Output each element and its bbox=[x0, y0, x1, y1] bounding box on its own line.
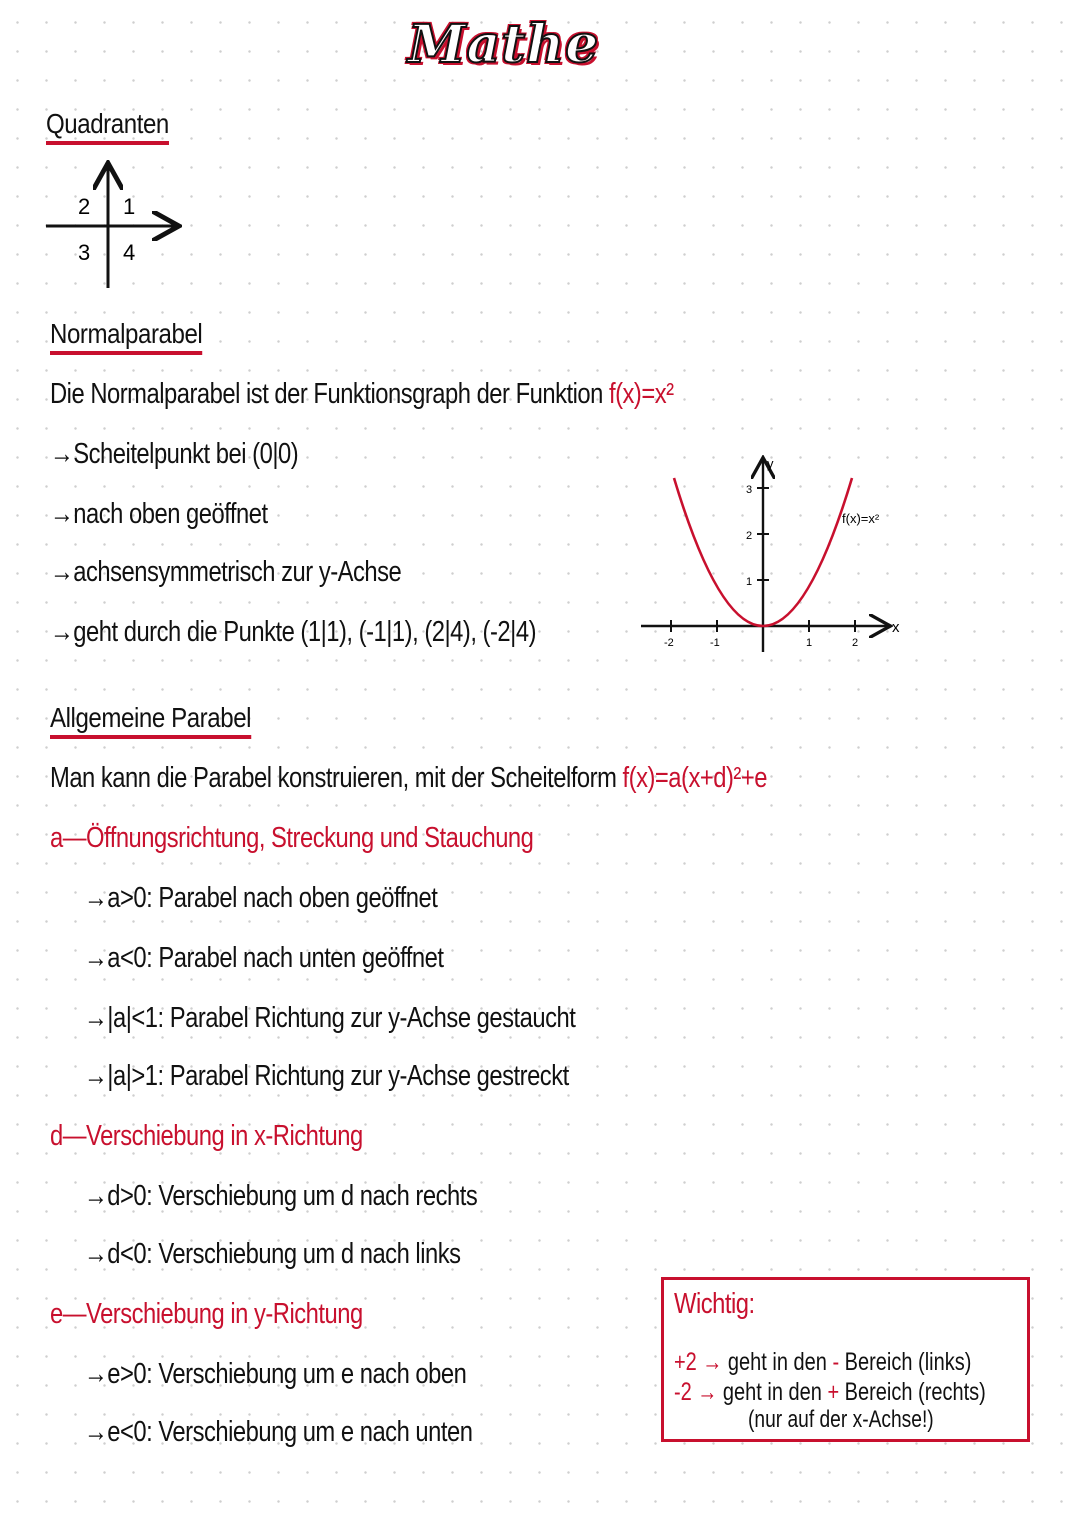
allgemeine-parabel-heading: Allgemeine Parabel bbox=[50, 702, 251, 739]
wichtig-line2-sign: + bbox=[827, 1378, 840, 1406]
wichtig-line1-prefix: +2 → bbox=[674, 1348, 728, 1376]
a-bullet-3: →|a|<1: Parabel Richtung zur y-Achse gestaucht bbox=[84, 1002, 576, 1034]
wichtig-line-3: (nur auf der x-Achse!) bbox=[748, 1406, 934, 1433]
a-bullet-4: →|a|>1: Parabel Richtung zur y-Achse gestreckt bbox=[84, 1060, 569, 1092]
allgemeine-intro bbox=[50, 762, 767, 795]
x-tick-label--2: -2 bbox=[664, 637, 674, 649]
normalparabel-intro bbox=[50, 378, 674, 411]
wichtig-line2-text1: geht in den bbox=[722, 1378, 828, 1406]
intro-text: Die Normalparabel ist der Funktionsgraph der Funktion bbox=[50, 378, 609, 410]
wichtig-box bbox=[661, 1277, 1030, 1442]
y-tick-label-2: 2 bbox=[746, 530, 753, 542]
wichtig-title: Wichtig: bbox=[674, 1288, 755, 1320]
wichtig-line2-prefix: -2 → bbox=[674, 1378, 723, 1406]
x-tick-label-2: 2 bbox=[852, 637, 859, 649]
bullet-symmetrie: →achsensymmetrisch zur y-Achse bbox=[50, 556, 402, 588]
quadrant-label-2: 2 bbox=[78, 194, 91, 219]
parabola-graph bbox=[636, 440, 906, 665]
bullet-geoeffnet: →nach oben geöffnet bbox=[50, 498, 268, 530]
d-bullet-1: →d>0: Verschiebung um d nach rechts bbox=[84, 1180, 478, 1212]
quadrant-diagram bbox=[40, 160, 190, 295]
normalparabel-formula: f(x)=x² bbox=[608, 378, 674, 410]
a-bullet-2: →a<0: Parabel nach unten geöffnet bbox=[84, 942, 444, 974]
wichtig-line2-text2: Bereich (rechts) bbox=[839, 1378, 986, 1406]
wichtig-line-1 bbox=[674, 1348, 971, 1377]
scheitelform-formula: f(x)=a(x+d)²+e bbox=[622, 762, 767, 794]
a-bullet-1: →a>0: Parabel nach oben geöffnet bbox=[84, 882, 438, 914]
normalparabel-heading: Normalparabel bbox=[50, 318, 202, 355]
x-tick-label--1: -1 bbox=[710, 637, 720, 649]
a-heading: a—Öffnungsrichtung, Streckung und Stauchung bbox=[50, 822, 534, 854]
d-heading: d—Verschiebung in x-Richtung bbox=[50, 1120, 363, 1152]
e-heading: e—Verschiebung in y-Richtung bbox=[50, 1298, 363, 1330]
quadranten-heading: Quadranten bbox=[46, 108, 169, 145]
page-title: Mathe bbox=[408, 14, 600, 75]
quadrant-label-3: 3 bbox=[78, 240, 91, 265]
graph-x-label: x bbox=[892, 619, 900, 636]
e-bullet-1: →e>0: Verschiebung um e nach oben bbox=[84, 1358, 467, 1390]
bullet-punkte: →geht durch die Punkte (1|1), (-1|1), (2|4), (-2|4) bbox=[50, 616, 537, 648]
allgemeine-intro-text: Man kann die Parabel konstruieren, mit der Scheitelform bbox=[50, 762, 623, 794]
e-bullet-2: →e<0: Verschiebung um e nach unten bbox=[84, 1416, 473, 1448]
wichtig-line1-text2: Bereich (links) bbox=[839, 1348, 972, 1376]
wichtig-line-2 bbox=[674, 1378, 986, 1407]
graph-curve-label: f(x)=x² bbox=[842, 511, 880, 526]
wichtig-line1-text1: geht in den bbox=[727, 1348, 833, 1376]
x-tick-label-1: 1 bbox=[806, 637, 813, 649]
d-bullet-2: →d<0: Verschiebung um d nach links bbox=[84, 1238, 461, 1270]
wichtig-line1-sign: - bbox=[832, 1348, 840, 1376]
y-tick-label-3: 3 bbox=[746, 484, 753, 496]
quadrant-label-1: 1 bbox=[123, 194, 136, 219]
y-tick-label-1: 1 bbox=[746, 576, 753, 588]
bullet-scheitelpunkt: →Scheitelpunkt bei (0|0) bbox=[50, 438, 299, 470]
quadrant-label-4: 4 bbox=[123, 240, 136, 265]
graph-y-label: y bbox=[767, 456, 774, 471]
